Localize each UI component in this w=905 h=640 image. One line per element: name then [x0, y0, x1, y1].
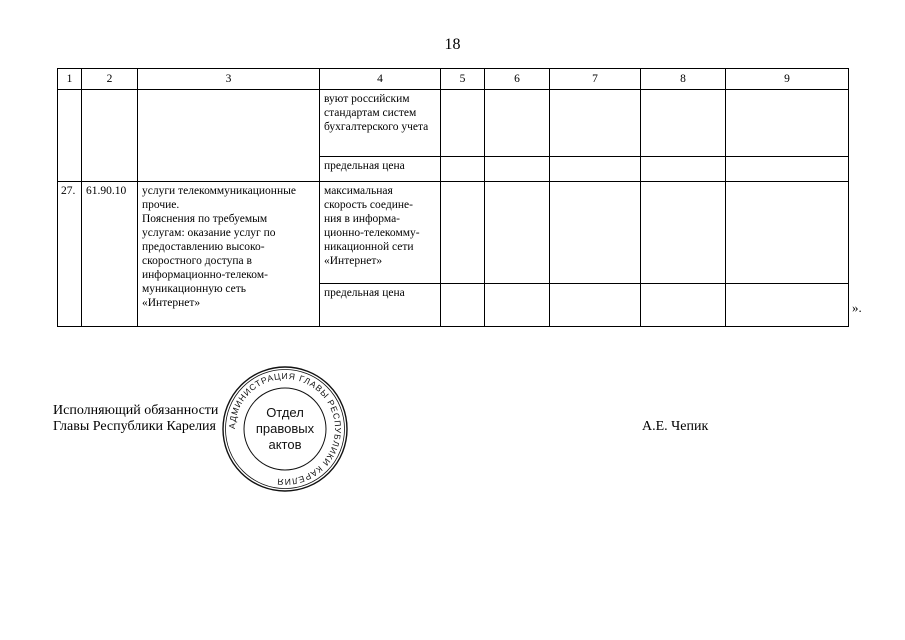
- header-cell: 2: [82, 69, 138, 90]
- position-line: Главы Республики Карелия: [53, 419, 216, 434]
- header-cell: 5: [441, 69, 485, 90]
- service-line: «Интернет»: [142, 297, 201, 309]
- position-line: Исполняющий обязанности: [53, 403, 219, 418]
- characteristic-cell: [320, 182, 441, 284]
- code-cell: 61.90.10: [82, 182, 138, 327]
- signatory-position: [53, 403, 218, 435]
- service-line: информационно-телеком-: [142, 269, 268, 281]
- empty-cell: [726, 284, 849, 327]
- signatory-name: А.Е. Чепик: [642, 419, 709, 434]
- empty-cell: [550, 157, 641, 182]
- header-cell: 6: [485, 69, 550, 90]
- empty-cell: [441, 157, 485, 182]
- empty-cell: [485, 157, 550, 182]
- header-cell: 8: [641, 69, 726, 90]
- service-name-cell: [138, 90, 320, 182]
- empty-cell: [485, 182, 550, 284]
- empty-cell: [726, 90, 849, 157]
- empty-cell: [441, 182, 485, 284]
- empty-cell: [550, 90, 641, 157]
- header-cell: 7: [550, 69, 641, 90]
- code-cell: [82, 90, 138, 182]
- header-cell: 4: [320, 69, 441, 90]
- empty-cell: [550, 182, 641, 284]
- characteristic-line: максимальная: [324, 185, 393, 197]
- characteristic-line: «Интернет»: [324, 255, 383, 267]
- service-line: Пояснения по требуемым: [142, 213, 268, 225]
- service-name-cell: [138, 182, 320, 327]
- empty-cell: [641, 284, 726, 327]
- table-row: [58, 90, 849, 157]
- characteristic-cell: предельная цена: [320, 284, 441, 327]
- stamp-seal: [220, 364, 350, 494]
- service-line: предоставлению высоко-: [142, 241, 265, 253]
- table-header-row: [58, 69, 849, 90]
- empty-cell: [441, 90, 485, 157]
- service-line: услуги телекоммуникационные: [142, 185, 296, 197]
- official-stamp: [220, 364, 350, 494]
- closing-quote-mark: ».: [852, 300, 862, 315]
- characteristic-line: никационной сети: [324, 241, 414, 253]
- empty-cell: [485, 284, 550, 327]
- characteristic-line: ния в информа-: [324, 213, 400, 225]
- service-line: прочие.: [142, 199, 180, 211]
- empty-cell: [641, 157, 726, 182]
- row-number-cell: 27.: [58, 182, 82, 327]
- service-line: скоростного доступа в: [142, 255, 252, 267]
- empty-cell: [641, 182, 726, 284]
- row-number-cell: [58, 90, 82, 182]
- stamp-ring-text: АДМИНИСТРАЦИЯ ГЛАВЫ РЕСПУБЛИКИ КАРЕЛИЯ: [226, 370, 344, 488]
- stamp-center-line: правовых: [255, 421, 315, 436]
- stamp-center-line: Отдел: [266, 405, 304, 420]
- stamp-center-line: актов: [268, 437, 302, 452]
- service-line: услугам: оказание услуг по: [142, 227, 276, 239]
- characteristic-cell: вуют российским стандартам систем бухгалтерского учета: [320, 90, 441, 157]
- empty-cell: [726, 157, 849, 182]
- empty-cell: [441, 284, 485, 327]
- empty-cell: [485, 90, 550, 157]
- procurement-table: [57, 68, 849, 327]
- page-number: 18: [444, 36, 461, 53]
- empty-cell: [641, 90, 726, 157]
- table-row: [58, 182, 849, 284]
- empty-cell: [550, 284, 641, 327]
- empty-cell: [726, 182, 849, 284]
- characteristic-cell: предельная цена: [320, 157, 441, 182]
- header-cell: 9: [726, 69, 849, 90]
- characteristic-line: ционно-телекомму-: [324, 227, 420, 239]
- header-cell: 3: [138, 69, 320, 90]
- characteristic-line: скорость соедине-: [324, 199, 413, 211]
- header-cell: 1: [58, 69, 82, 90]
- service-line: муникационную сеть: [142, 283, 247, 295]
